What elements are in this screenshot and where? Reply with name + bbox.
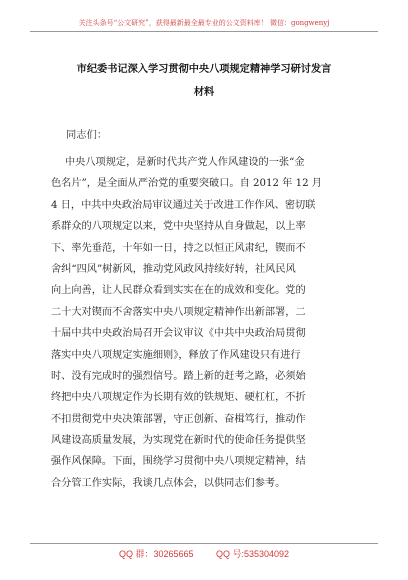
body-line: 强作风保障。下面，围绕学习贯彻中央八项规定精神，结 [51, 456, 306, 468]
body-paragraph [51, 152, 358, 494]
body-line: 终把中央八项规定作为长期有效的铁规矩、硬杠杠，不折 [51, 392, 306, 404]
body-line: 不扣贯彻党中央决策部署，守正创新、奋楫笃行，推动作 [51, 413, 306, 425]
header-notice [30, 18, 378, 32]
body-line: 色名片”，是全面从严治党的重要突破口。自 2012 年 12 月 [51, 178, 322, 190]
footer-contact [30, 543, 378, 560]
body-line: 下、率先垂范，十年如一日，持之以恒正风肃纪，锲而不 [51, 242, 306, 254]
body-line: 落实中央八项规定实施细则》，释放了作风建设只有进行 [51, 349, 301, 361]
body-line: 二十大对锲而不舍落实中央八项规定精神作出新部署，二 [51, 306, 306, 318]
body-line: 风建设高质量发展，为实现党在新时代的使命任务提供坚 [51, 435, 306, 447]
body-line: 舍纠“四风”树新风，推动党风政风持续好转，社风民风 [51, 263, 296, 275]
body-line: 合分管工作实际，我谈几点体会，以供同志们参考。 [51, 477, 286, 489]
body-line: 时、没有完成时的强烈信号。踏上新的赶考之路，必须始 [51, 370, 306, 382]
salutation: 同志们： [66, 129, 108, 141]
document-title [34, 58, 374, 104]
footer-qq-group: QQ 群：30265665 [118, 549, 194, 559]
body-line: 十届中共中央政治局召开会议审议《中共中央政治局贯彻 [51, 328, 306, 340]
header-notice-text: 关注头条号“公文研究”，获得最新最全最专业的公文资料库！ 微信：gongwenyj [78, 19, 330, 27]
title-line-1: 市纪委书记深入学习贯彻中央八项规定精神学习研讨发言 [76, 63, 332, 75]
body-line: 4 日，中共中央政治局审议通过关于改进工作作风、密切联 [51, 199, 316, 211]
body-line: 系群众的八项规定以来，党中央坚持从自身做起，以上率 [51, 221, 306, 233]
title-line-2: 材料 [193, 86, 215, 98]
body-line: 中央八项规定，是新时代共产党人作风建设的一张“金 [65, 157, 305, 168]
footer-qq-number: QQ 号:535304092 [216, 549, 290, 559]
body-line: 向上向善，让人民群众看到实实在在的成效和变化。党的 [51, 285, 306, 297]
